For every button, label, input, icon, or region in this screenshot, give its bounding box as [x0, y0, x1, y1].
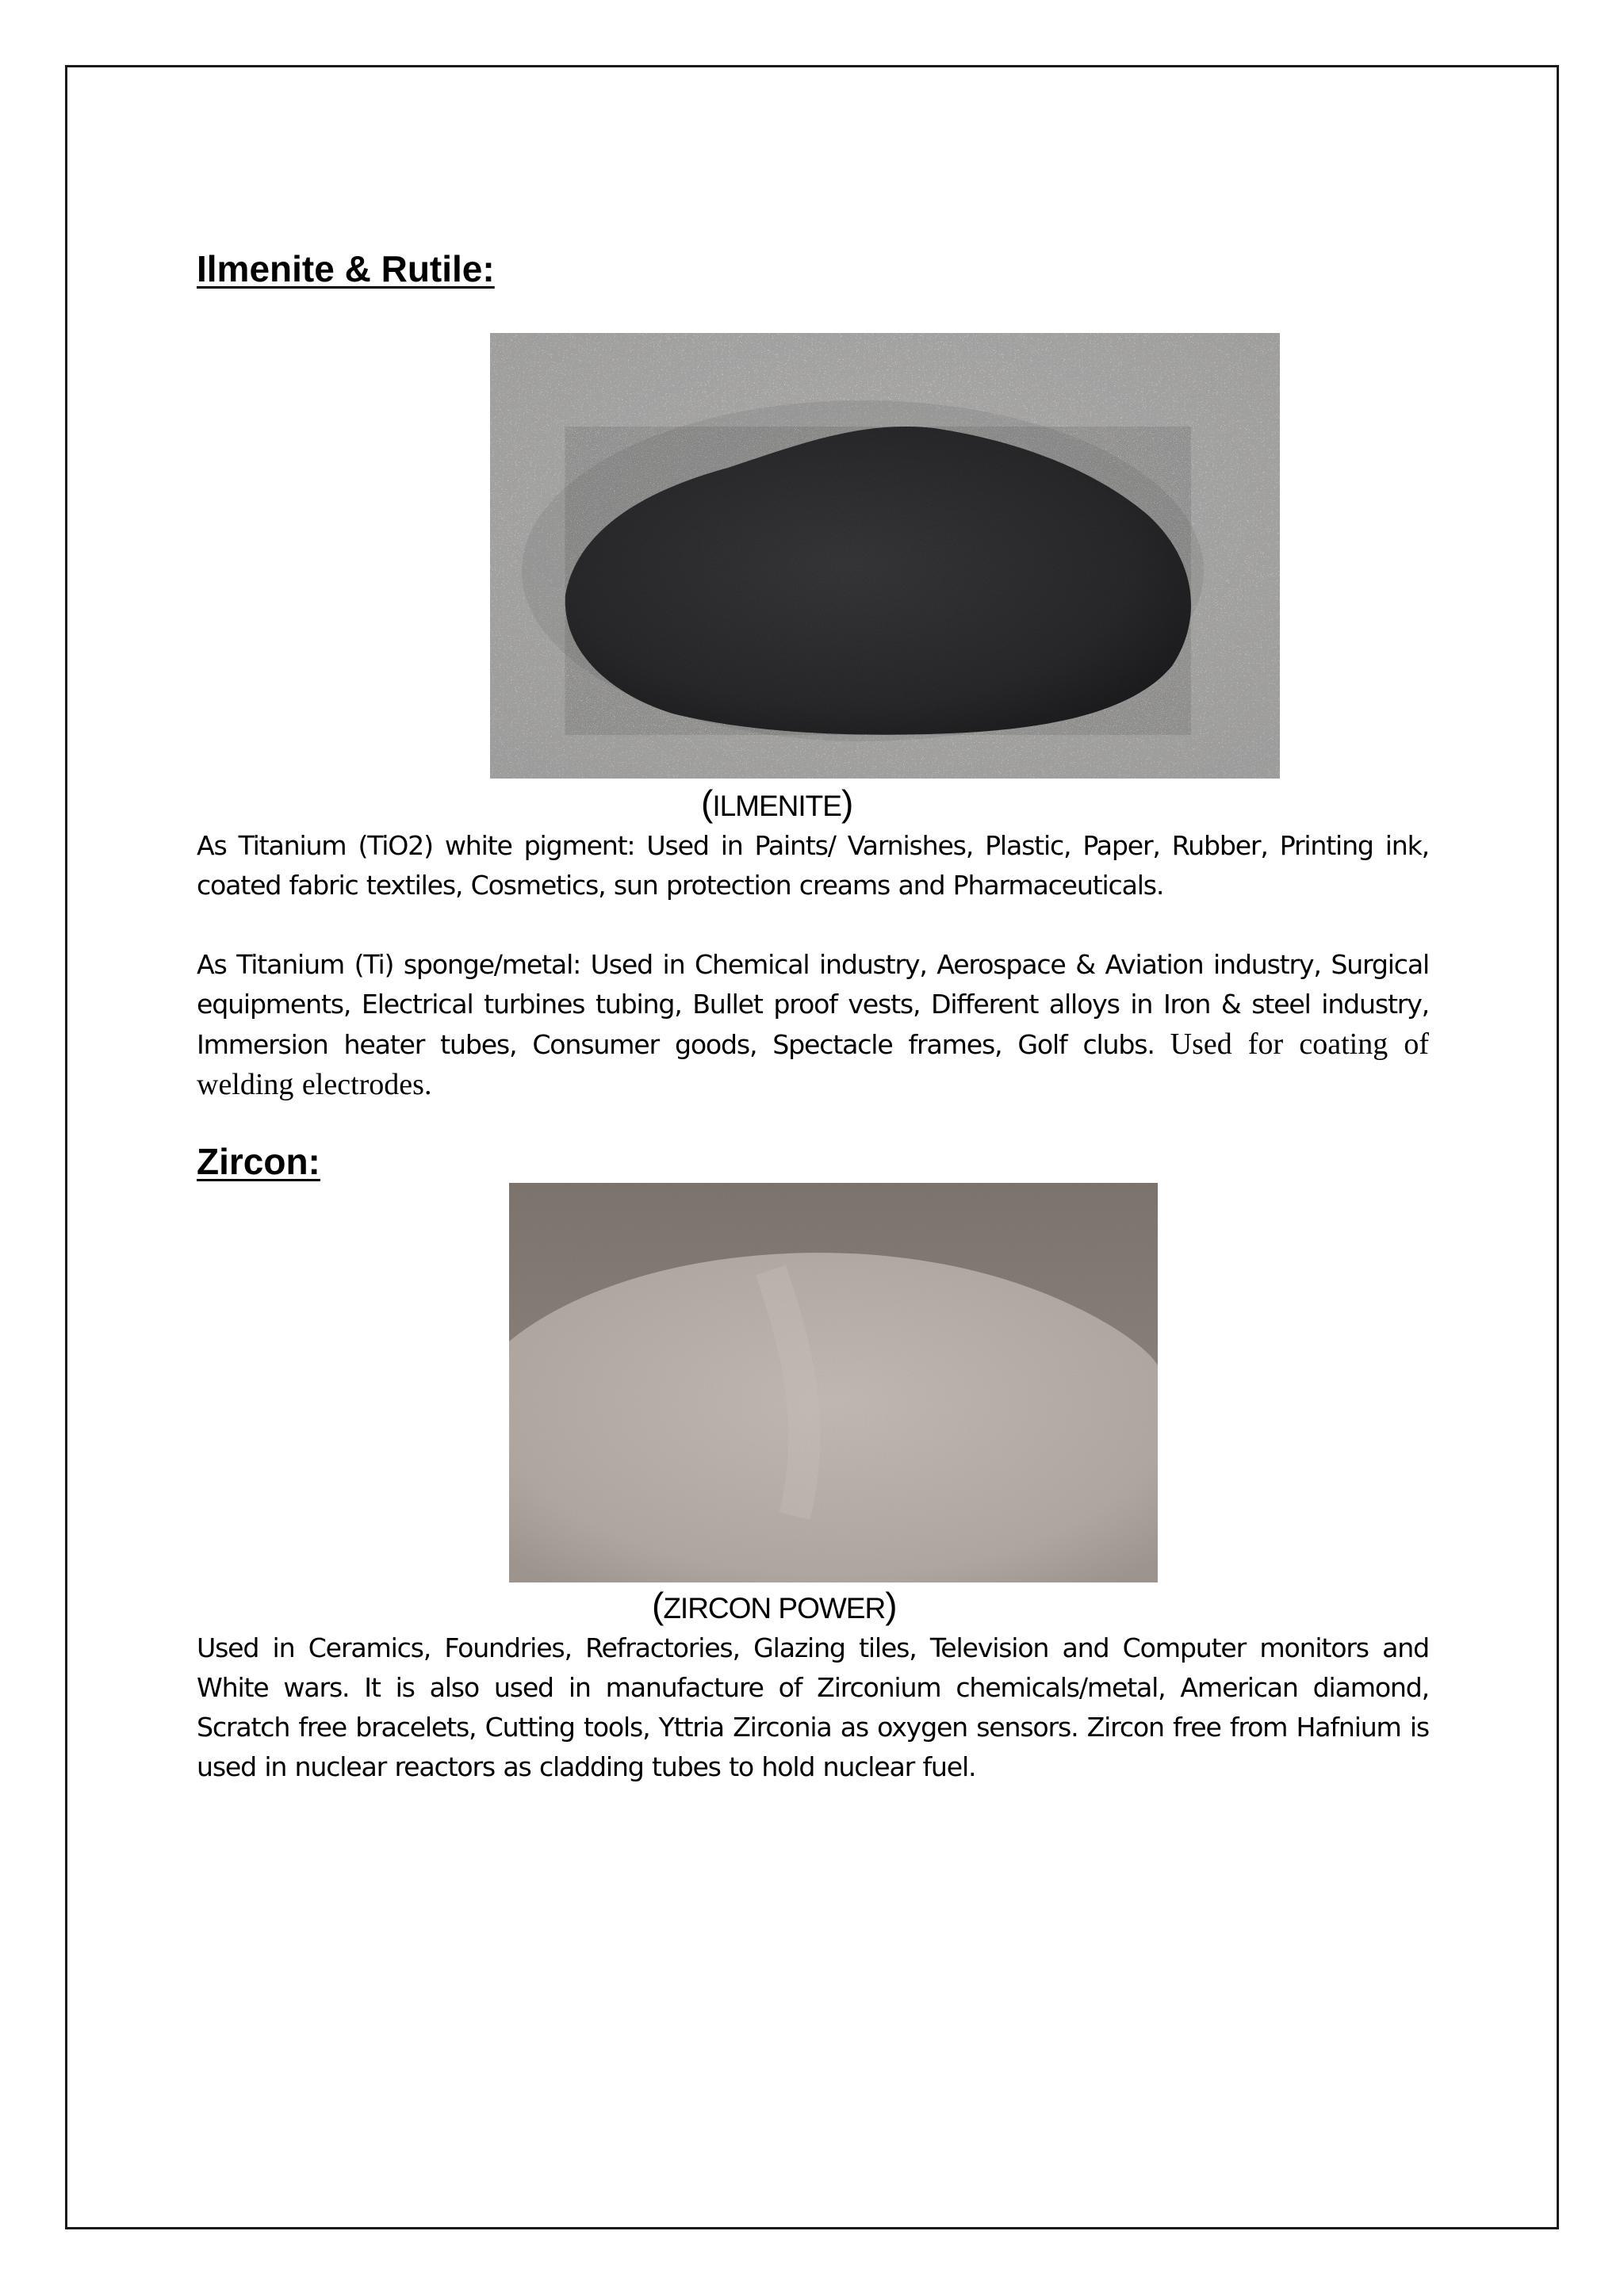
section-heading-zircon: Zircon: [197, 1141, 320, 1182]
zircon-uses-paragraph: Used in Ceramics, Foundries, Refractories, Glazing tiles, Television and Computer monitors and White wars. It is also used in manufacture of Zirconium chemicals/metal, American diamond, Scratch free bracelets, Cutting tools, Yttria Zirconia as oxygen sensors. Zircon free from Hafnium is used in nuclear reactors as cladding tubes to hold nuclear fuel. [197, 1632, 1429, 1782]
ilmenite-metal-paragraph [197, 945, 1429, 1105]
caption-text: ZIRCON POWER [663, 1592, 886, 1624]
metal-uses-text: As Titanium (Ti) sponge/metal: Used in Chemical industry, Aerospace & Aviation industry, Surgical equipments, Electrical turbines tubing, Bullet proof vests, Different alloys in Iron & steel industry, Immersion heater tubes, Consumer goods, Spectacle frames, Golf clubs. [197, 949, 1429, 1060]
ilmenite-caption [701, 782, 852, 825]
caption-close-paren: ) [841, 783, 853, 824]
welding-uses-text: Used for coating of welding electrodes. [197, 1027, 1429, 1101]
section-heading-ilmenite-rutile: Ilmenite & Rutile: [197, 248, 495, 289]
zircon-caption [652, 1584, 897, 1627]
caption-open-paren: ( [701, 783, 713, 824]
zircon-photo [509, 1183, 1158, 1582]
caption-text: ILMENITE [712, 790, 841, 822]
caption-close-paren: ) [885, 1585, 897, 1626]
ilmenite-pigment-paragraph: As Titanium (TiO2) white pigment: Used in Paints/ Varnishes, Plastic, Paper, Rubber, Printing ink, coated fabric textiles, Cosmetics, sun protection creams and Pharmaceuticals. [197, 830, 1429, 901]
caption-open-paren: ( [652, 1585, 664, 1626]
ilmenite-photo [490, 333, 1280, 779]
